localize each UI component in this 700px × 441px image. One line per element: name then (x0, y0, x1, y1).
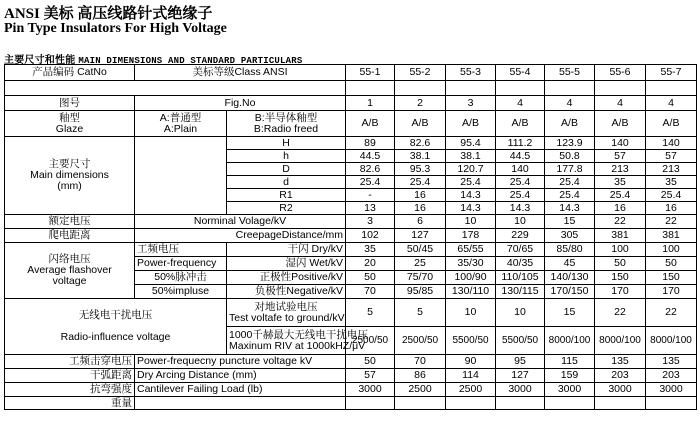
dim-value: 82.6 (346, 163, 395, 176)
cantilever-value: 3000 (595, 383, 646, 397)
nominal-value: 10 (496, 215, 545, 229)
dim-value: 14.3 (545, 202, 595, 215)
positive-value: 150 (595, 271, 646, 285)
nominal-label-en: Norminal Volage/kV (135, 215, 346, 229)
positive-value: 150 (646, 271, 697, 285)
title-en: Pin Type Insulators For High Voltage (4, 21, 227, 36)
section-title-cn: 主要尺寸和性能 (4, 55, 76, 66)
glaze-value: A/B (346, 111, 395, 137)
dim-value: 25.4 (646, 189, 697, 202)
glaze-row (5, 111, 697, 137)
glaze-value: A/B (395, 111, 446, 137)
wet-value: 50 (646, 257, 697, 271)
flashover-en1: Average flashover (27, 264, 112, 276)
glaze-a-cn: A:普通型 (159, 111, 202, 124)
dry-value: 65/55 (446, 243, 496, 257)
dim-value: 140 (496, 163, 545, 176)
dim-value: 213 (646, 163, 697, 176)
test-voltage-value: 10 (496, 299, 545, 327)
glaze-value: A/B (595, 111, 646, 137)
cantilever-value: 3000 (545, 383, 595, 397)
dim-value: 95.3 (395, 163, 446, 176)
fig-label-en: Fig.No (135, 96, 346, 111)
riv-cn: 1000千赫最大无线电干扰电压 (229, 328, 368, 341)
wet-value: 50 (595, 257, 646, 271)
glaze-type-a (135, 111, 227, 137)
test-voltage-value: 22 (646, 299, 697, 327)
dim-value: 25.4 (595, 189, 646, 202)
product-code-header: 产品编码 CatNo (5, 65, 135, 81)
flashover-en2: voltage (52, 275, 87, 287)
dims-label (5, 137, 135, 215)
wet-label: 湿闪 Wet/kV (227, 257, 346, 271)
dim-value: 82.6 (395, 137, 446, 150)
dim-value: 44.5 (346, 150, 395, 163)
puncture-value: 70 (395, 355, 446, 369)
fig-value: 2 (395, 96, 446, 111)
dim-value: 57 (595, 150, 646, 163)
creepage-value: 127 (395, 229, 446, 243)
glaze-value: A/B (545, 111, 595, 137)
nominal-value: 10 (446, 215, 496, 229)
dim-value: 14.3 (446, 202, 496, 215)
puncture-value: 90 (446, 355, 496, 369)
arcing-value: 127 (496, 369, 545, 383)
dim-value: - (346, 189, 395, 202)
creepage-value: 102 (346, 229, 395, 243)
puncture-label-cn: 工频击穿电压 (5, 355, 135, 369)
radio-cn: 无线电干扰电压 (78, 309, 153, 321)
nominal-value: 3 (346, 215, 395, 229)
dim-value: 111.2 (496, 137, 545, 150)
dim-value: 213 (595, 163, 646, 176)
wet-value: 20 (346, 257, 395, 271)
dim-value: 25.4 (496, 176, 545, 189)
nominal-row (5, 215, 697, 229)
nominal-value: 15 (545, 215, 595, 229)
fig-value: 4 (545, 96, 595, 111)
puncture-value: 115 (545, 355, 595, 369)
test-voltage-value: 10 (446, 299, 496, 327)
dim-value: 38.1 (395, 150, 446, 163)
arcing-value: 159 (545, 369, 595, 383)
fig-value: 1 (346, 96, 395, 111)
dim-value: 14.3 (446, 189, 496, 202)
header-row (5, 65, 697, 81)
test-voltage-label (227, 299, 346, 327)
dim-label: H (227, 137, 346, 150)
title-cn: ANSI 美标 高压线路针式绝缘子 (4, 6, 213, 22)
positive-value: 110/105 (496, 271, 545, 285)
positive-value: 100/90 (446, 271, 496, 285)
dim-value: 16 (646, 202, 697, 215)
riv-value: 2500/50 (395, 327, 446, 355)
riv-en: Maxinum RIV at 1000kHZ/μV (229, 339, 366, 352)
dim-value: 16 (395, 189, 446, 202)
puncture-value: 95 (496, 355, 545, 369)
arcing-label-en: Dry Arcing Distance (mm) (135, 369, 346, 383)
creepage-label-cn: 爬电距离 (5, 229, 135, 243)
cantilever-value: 3000 (346, 383, 395, 397)
cantilever-value: 2500 (395, 383, 446, 397)
test-voltage-value: 15 (545, 299, 595, 327)
spacer-row (5, 81, 697, 96)
dim-value: 13 (346, 202, 395, 215)
dim-value: 16 (595, 202, 646, 215)
glaze-value: A/B (646, 111, 697, 137)
dim-value: 14.3 (496, 202, 545, 215)
negative-label: 负极性Negative/kV (227, 285, 346, 299)
model-cell: 55-7 (646, 65, 697, 81)
glaze-value: A/B (496, 111, 545, 137)
arcing-label-cn: 干弧距离 (5, 369, 135, 383)
positive-label: 正极性Positive/kV (227, 271, 346, 285)
negative-value: 130/115 (496, 285, 545, 299)
wet-value: 35/30 (446, 257, 496, 271)
arcing-value: 203 (646, 369, 697, 383)
power-frequency-label-en: Power-frequency (135, 257, 227, 271)
glaze-b-en: B:Radio freed (253, 122, 319, 135)
nominal-value: 22 (595, 215, 646, 229)
cantilever-value: 2500 (446, 383, 496, 397)
creepage-row (5, 229, 697, 243)
dim-label: R1 (227, 189, 346, 202)
model-cell: 55-6 (595, 65, 646, 81)
puncture-value: 135 (595, 355, 646, 369)
wet-value: 40/35 (496, 257, 545, 271)
cantilever-label-en: Cantilever Failing Load (lb) (135, 383, 346, 397)
dim-value: 35 (646, 176, 697, 189)
dry-value: 35 (346, 243, 395, 257)
positive-value: 140/130 (545, 271, 595, 285)
cantilever-value: 3000 (496, 383, 545, 397)
model-cell: 55-3 (446, 65, 496, 81)
riv-value: 5500/50 (496, 327, 545, 355)
dim-value: 140 (646, 137, 697, 150)
dim-value: 57 (646, 150, 697, 163)
dim-value: 123.9 (545, 137, 595, 150)
dry-value: 100 (595, 243, 646, 257)
model-cell: 55-2 (395, 65, 446, 81)
glaze-b-cn: B:半导体釉型 (254, 111, 318, 124)
riv-value: 2500/50 (346, 327, 395, 355)
positive-value: 75/70 (395, 271, 446, 285)
cantilever-label-cn: 抗弯强度 (5, 383, 135, 397)
fig-value: 3 (446, 96, 496, 111)
puncture-row (5, 355, 697, 369)
dim-value: 89 (346, 137, 395, 150)
dim-value: 44.5 (496, 150, 545, 163)
positive-value: 50 (346, 271, 395, 285)
radio-test-row (5, 299, 697, 327)
dim-value: 16 (395, 202, 446, 215)
wet-value: 25 (395, 257, 446, 271)
dim-label: h (227, 150, 346, 163)
dim-value: 35 (595, 176, 646, 189)
fig-value: 4 (646, 96, 697, 111)
radio-en: Radio-influence voltage (60, 331, 171, 343)
dim-value: 177.8 (545, 163, 595, 176)
riv-label (227, 327, 368, 355)
creepage-value: 381 (595, 229, 646, 243)
test-voltage-en: Test voltafe to ground/kV (229, 311, 345, 324)
flashover-cn: 闪络电压 (48, 253, 91, 265)
dry-value: 85/80 (545, 243, 595, 257)
dry-value: 50/45 (395, 243, 446, 257)
dim-value: 25.4 (395, 176, 446, 189)
dims-unit: (mm) (57, 180, 82, 192)
dim-label: D (227, 163, 346, 176)
impulse-label-cn: 50%脉冲击 (135, 271, 227, 285)
dim-label: R2 (227, 202, 346, 215)
negative-value: 170 (595, 285, 646, 299)
puncture-label-en: Power-frequecny puncture voltage kV (135, 355, 346, 369)
dim-row-h-upper (5, 137, 697, 150)
flashover-label (5, 243, 135, 299)
dim-value: 120.7 (446, 163, 496, 176)
cantilever-value: 3000 (646, 383, 697, 397)
creepage-value: 381 (646, 229, 697, 243)
fig-label-cn: 图号 (5, 96, 135, 111)
arcing-row (5, 369, 697, 383)
dim-label: d (227, 176, 346, 189)
puncture-value: 135 (646, 355, 697, 369)
negative-value: 130/110 (446, 285, 496, 299)
impulse-label-en: 50%impluse (135, 285, 227, 299)
arcing-value: 57 (346, 369, 395, 383)
creepage-value: 229 (496, 229, 545, 243)
weight-label-cn: 重量 (5, 397, 135, 410)
nominal-value: 6 (395, 215, 446, 229)
arcing-value: 203 (595, 369, 646, 383)
negative-value: 170 (646, 285, 697, 299)
dim-value: 25.4 (496, 189, 545, 202)
model-cell: 55-5 (545, 65, 595, 81)
glaze-a-en: A:Plain (163, 122, 198, 135)
test-voltage-value: 5 (395, 299, 446, 327)
puncture-value: 50 (346, 355, 395, 369)
cantilever-row (5, 383, 697, 397)
riv-value: 8000/100 (545, 327, 595, 355)
glaze-label (5, 111, 135, 137)
test-voltage-cn: 对地试验电压 (254, 300, 318, 313)
dry-value: 70/65 (496, 243, 545, 257)
negative-value: 70 (346, 285, 395, 299)
dim-value: 95.4 (446, 137, 496, 150)
negative-value: 95/85 (395, 285, 446, 299)
glaze-cn: 釉型 (59, 111, 80, 124)
dims-spacer (135, 137, 227, 215)
test-voltage-value: 5 (346, 299, 395, 327)
section-title-en: MAIN DIMENSIONS AND STANDARD PARTICULARS (78, 56, 303, 66)
class-ansi-header: 美标等级Class ANSI (135, 65, 346, 81)
dim-value: 38.1 (446, 150, 496, 163)
riv-value: 5500/50 (446, 327, 496, 355)
dim-value: 25.4 (446, 176, 496, 189)
fig-value: 4 (595, 96, 646, 111)
flashover-dry-row (5, 243, 697, 257)
glaze-en: Glaze (55, 122, 84, 135)
dim-value: 25.4 (545, 176, 595, 189)
dry-label: 干闪 Dry/kV (227, 243, 346, 257)
negative-value: 170/150 (545, 285, 595, 299)
specs-table (4, 64, 697, 410)
test-voltage-value: 22 (595, 299, 646, 327)
dim-value: 140 (595, 137, 646, 150)
fig-value: 4 (496, 96, 545, 111)
glaze-type-b (227, 111, 346, 137)
dims-cn: 主要尺寸 (48, 158, 91, 170)
arcing-value: 86 (395, 369, 446, 383)
wet-value: 45 (545, 257, 595, 271)
creepage-label-en: CreepageDistance/mm (135, 229, 346, 243)
dry-value: 100 (646, 243, 697, 257)
dim-value: 25.4 (346, 176, 395, 189)
nominal-value: 22 (646, 215, 697, 229)
arcing-value: 114 (446, 369, 496, 383)
radio-label (5, 299, 227, 355)
model-cell: 55-1 (346, 65, 395, 81)
fig-row (5, 96, 697, 111)
model-cell: 55-4 (496, 65, 545, 81)
dim-value: 25.4 (545, 189, 595, 202)
dims-en: Main dimensions (30, 169, 109, 181)
riv-value: 8000/100 (595, 327, 646, 355)
glaze-value: A/B (446, 111, 496, 137)
nominal-label-cn: 额定电压 (5, 215, 135, 229)
creepage-value: 305 (545, 229, 595, 243)
riv-value: 8000/100 (646, 327, 697, 355)
creepage-value: 178 (446, 229, 496, 243)
weight-row (5, 397, 697, 410)
dim-value: 50.8 (545, 150, 595, 163)
power-frequency-label-cn: 工频电压 (135, 243, 227, 257)
